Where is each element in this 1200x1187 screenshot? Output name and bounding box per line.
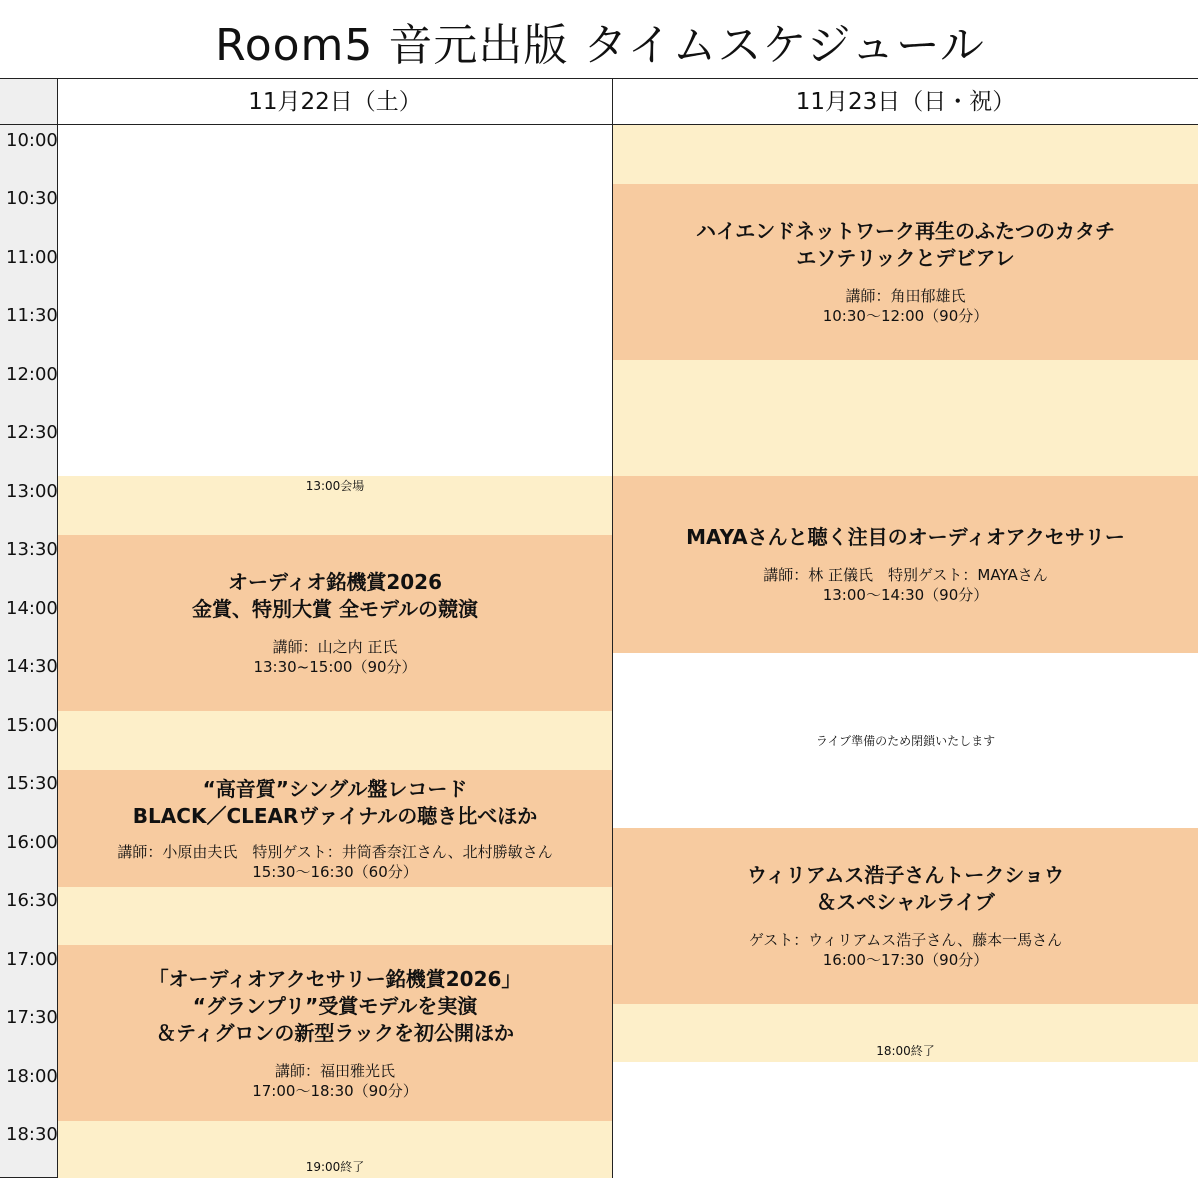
session-title: MAYAさんと聴く注目のオーディオアクセサリー xyxy=(686,525,1125,549)
time-label: 12:30 xyxy=(6,422,58,443)
time-label: 15:00 xyxy=(6,715,58,736)
session-title: ウィリアムス浩子さんトークショウ ＆スペシャルライブ xyxy=(747,863,1064,914)
time-label: 17:30 xyxy=(6,1007,58,1028)
time-label: 11:30 xyxy=(6,305,58,326)
empty-slot xyxy=(613,1062,1198,1178)
day-header-nov23: 11月23日（日・祝） xyxy=(612,79,1198,125)
end-slot xyxy=(58,1121,612,1178)
session-title: ハイエンドネットワーク再生のふたつのカタチ エソテリックとデビアレ xyxy=(696,219,1115,270)
end-slot xyxy=(613,1004,1198,1062)
session-title: 「オーディオアクセサリー銘機賞2026」 “グランプリ”受賞モデルを実演 ＆ティグロンの新型ラックを初公開ほか xyxy=(148,966,522,1045)
time-label: 11:00 xyxy=(6,247,58,268)
session-info: 講師：角田郁雄氏 10:30〜12:00（90分） xyxy=(822,287,989,325)
time-label: 12:00 xyxy=(6,364,58,385)
session-title: オーディオ銘機賞2026 金賞、特別大賞 全モデルの競演 xyxy=(192,570,478,621)
time-label: 16:00 xyxy=(6,832,58,853)
time-column xyxy=(0,79,58,1177)
time-label: 14:00 xyxy=(6,598,58,619)
day-header-nov22: 11月22日（土） xyxy=(248,89,422,115)
break-slot xyxy=(58,887,612,945)
page-title: Room5 音元出版 タイムスケジュール xyxy=(215,20,985,71)
end-note: 19:00終了 xyxy=(305,1160,365,1174)
session-info: 講師：林 正儀氏 特別ゲスト：MAYAさん 13:00〜14:30（90分） xyxy=(763,566,1048,604)
break-slot xyxy=(58,711,612,770)
time-label: 13:30 xyxy=(6,539,58,560)
session-block xyxy=(58,535,612,711)
end-note: 18:00終了 xyxy=(876,1044,935,1058)
time-label: 10:30 xyxy=(6,188,58,209)
session-info: 講師：福田雅光氏 17:00〜18:30（90分） xyxy=(252,1061,418,1100)
time-label: 14:30 xyxy=(6,656,58,677)
day-column-nov23 xyxy=(613,125,1198,1178)
time-label: 18:30 xyxy=(6,1124,58,1145)
open-slot xyxy=(58,476,612,535)
time-label: 18:00 xyxy=(6,1066,58,1087)
time-label: 17:00 xyxy=(6,949,58,970)
empty-slot xyxy=(58,125,612,476)
closed-slot xyxy=(613,653,1198,828)
day-column-nov22 xyxy=(58,125,613,1178)
schedule-grid xyxy=(0,78,1198,1178)
slot xyxy=(613,125,1198,184)
closed-note: ライブ準備のため閉鎖いたします xyxy=(815,733,996,748)
session-block xyxy=(613,828,1198,1004)
session-block xyxy=(58,770,612,887)
header-row xyxy=(0,79,1198,125)
time-label: 10:00 xyxy=(6,130,58,151)
time-label: 15:30 xyxy=(6,773,58,794)
session-info: 講師：山之内 正氏 13:30~15:00（90分） xyxy=(253,638,417,676)
session-block xyxy=(613,476,1198,653)
session-block xyxy=(613,184,1198,360)
session-info: ゲスト：ウィリアムス浩子さん、藤本一馬さん 16:00〜17:30（90分） xyxy=(748,931,1063,969)
session-info: 講師：小原由夫氏 特別ゲスト：井筒香奈江さん、北村勝敏さん 15:30〜16:30（60分） xyxy=(117,842,553,881)
time-label: 13:00 xyxy=(6,481,58,502)
break-slot xyxy=(613,360,1198,476)
open-note: 13:00会場 xyxy=(305,479,365,493)
time-label: 16:30 xyxy=(6,890,58,911)
session-block xyxy=(58,945,612,1121)
session-title: “高音質”シングル盤レコード BLACK／CLEARヴァイナルの聴き比べほか xyxy=(132,776,538,828)
